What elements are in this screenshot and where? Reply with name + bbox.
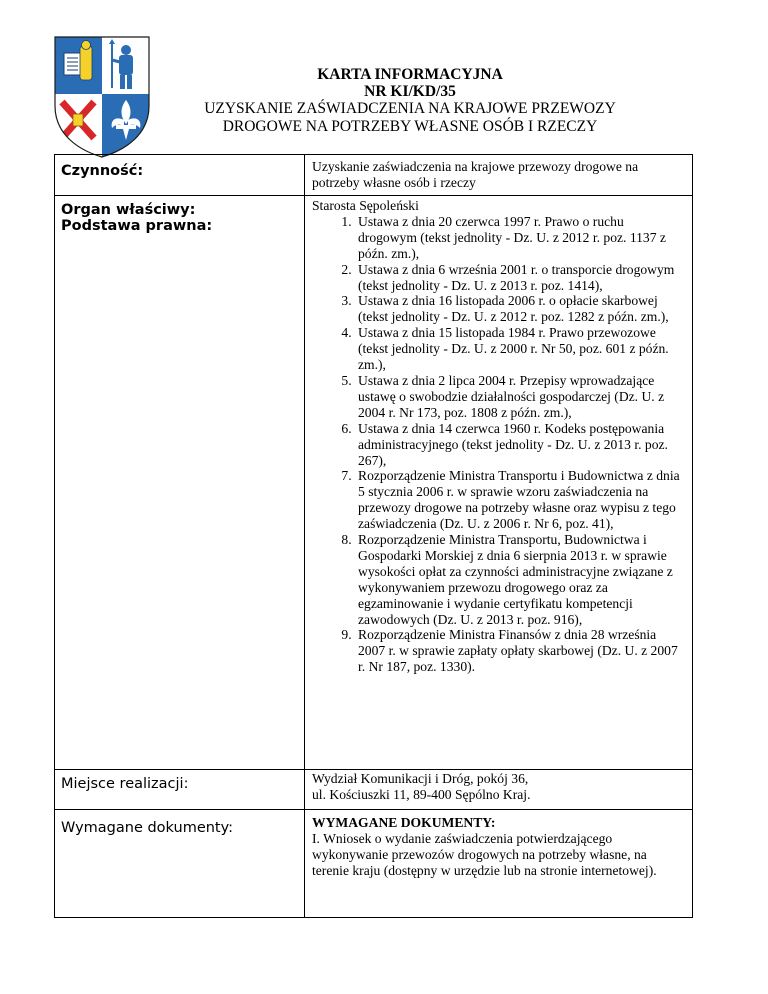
legal-basis-item: 5. Ustawa z dnia 2 lipca 2004 r. Przepisy wprowadzające ustawę o swobodzie działalności gospodarczej (Dz. U. z 2004 r. Nr 173, poz. 1808 z późn. zm.),	[355, 373, 686, 421]
documents-heading: WYMAGANE DOKUMENTY:	[312, 815, 496, 830]
row-dokumenty	[55, 810, 693, 918]
legal-basis-item: 1. Ustawa z dnia 20 czerwca 1997 r. Prawo o ruchu drogowym (tekst jednolity - Dz. U. z 2012 r. poz. 1137 z późn. zm.),	[355, 214, 686, 262]
document-title: KARTA INFORMACYJNA	[317, 66, 503, 83]
row-miejsce	[55, 770, 693, 810]
value-czynnosc: Uzyskanie zaświadczenia na krajowe przewozy drogowe na potrzeby własne osób i rzeczy	[312, 159, 639, 190]
legal-basis-item: 7. Rozporządzenie Ministra Transportu i Budownictwa z dnia 5 stycznia 2006 r. w sprawie wzoru zaświadczenia na przewozy drogowe na potrzeby własne oraz wypisu z tego zaświadczenia (Dz. U. z 2006 r. Nr 6, poz. 41),	[355, 468, 686, 532]
legal-basis-item: 4. Ustawa z dnia 15 listopada 1984 r. Prawo przewozowe (tekst jednolity - Dz. U. z 2000 r. Nr 50, poz. 601 z późn. zm.),	[355, 325, 686, 373]
row-czynnosc	[55, 155, 693, 196]
label-dokumenty: Wymagane dokumenty:	[61, 820, 234, 836]
legal-basis-list	[312, 214, 686, 675]
legal-basis-item: 3. Ustawa z dnia 16 listopada 2006 r. o opłacie skarbowej (tekst jednolity - Dz. U. z 2012 r. poz. 1282 z późn. zm.),	[355, 293, 686, 325]
label-miejsce: Miejsce realizacji:	[61, 776, 189, 792]
legal-basis-item: 2. Ustawa z dnia 6 września 2001 r. o transporcie drogowym (tekst jednolity - Dz. U. z 2013 r. poz. 1414),	[355, 262, 686, 294]
document-number: NR KI/KD/35	[364, 83, 456, 100]
info-table	[54, 154, 693, 918]
value-miejsce-line1: Wydział Komunikacji i Dróg, pokój 36,	[312, 771, 529, 786]
documents-text: I. Wniosek o wydanie zaświadczenia potwierdzającego wykonywanie przewozów drogowych na potrzeby własne, na terenie kraju (dostępny w urzędzie lub na stronie internetowej).	[312, 830, 657, 878]
legal-basis-item: 6. Ustawa z dnia 14 czerwca 1960 r. Kodeks postępowania administracyjnego (tekst jednolity - Dz. U. z 2013 r. poz. 267),	[355, 421, 686, 469]
value-miejsce-line2: ul. Kościuszki 11, 89-400 Sępólno Kraj.	[312, 786, 531, 802]
legal-basis-item: 8. Rozporządzenie Ministra Transportu, Budownictwa i Gospodarki Morskiej z dnia 6 sierpnia 2013 r. w sprawie wysokości opłat za czynności administracyjne związane z wykonywaniem przewozu drogowego oraz za egzaminowanie i wydanie certyfikatu kompetencji zawodowych (Dz. U. z 2013 r. poz. 916),	[355, 532, 686, 627]
label-czynnosc: Czynność:	[61, 163, 144, 179]
label-organ: Organ właściwy:	[61, 202, 196, 218]
legal-basis-item: 9. Rozporządzenie Ministra Finansów z dnia 28 września 2007 r. w sprawie zapłaty opłaty skarbowej (Dz. U. z 2007 r. Nr 187, poz. 1330).	[355, 627, 686, 675]
row-organ-podstawa	[55, 196, 693, 770]
document-subtitle-line2: DROGOWE NA POTRZEBY WŁASNE OSÓB I RZECZY	[222, 117, 598, 135]
document-subtitle-line1: UZYSKANIE ZAŚWIADCZENIA NA KRAJOWE PRZEWOZY	[204, 100, 616, 117]
document-header	[150, 66, 670, 135]
label-podstawa: Podstawa prawna:	[61, 218, 213, 234]
coat-of-arms-icon	[54, 36, 150, 158]
value-organ: Starosta Sępoleński	[312, 198, 419, 213]
